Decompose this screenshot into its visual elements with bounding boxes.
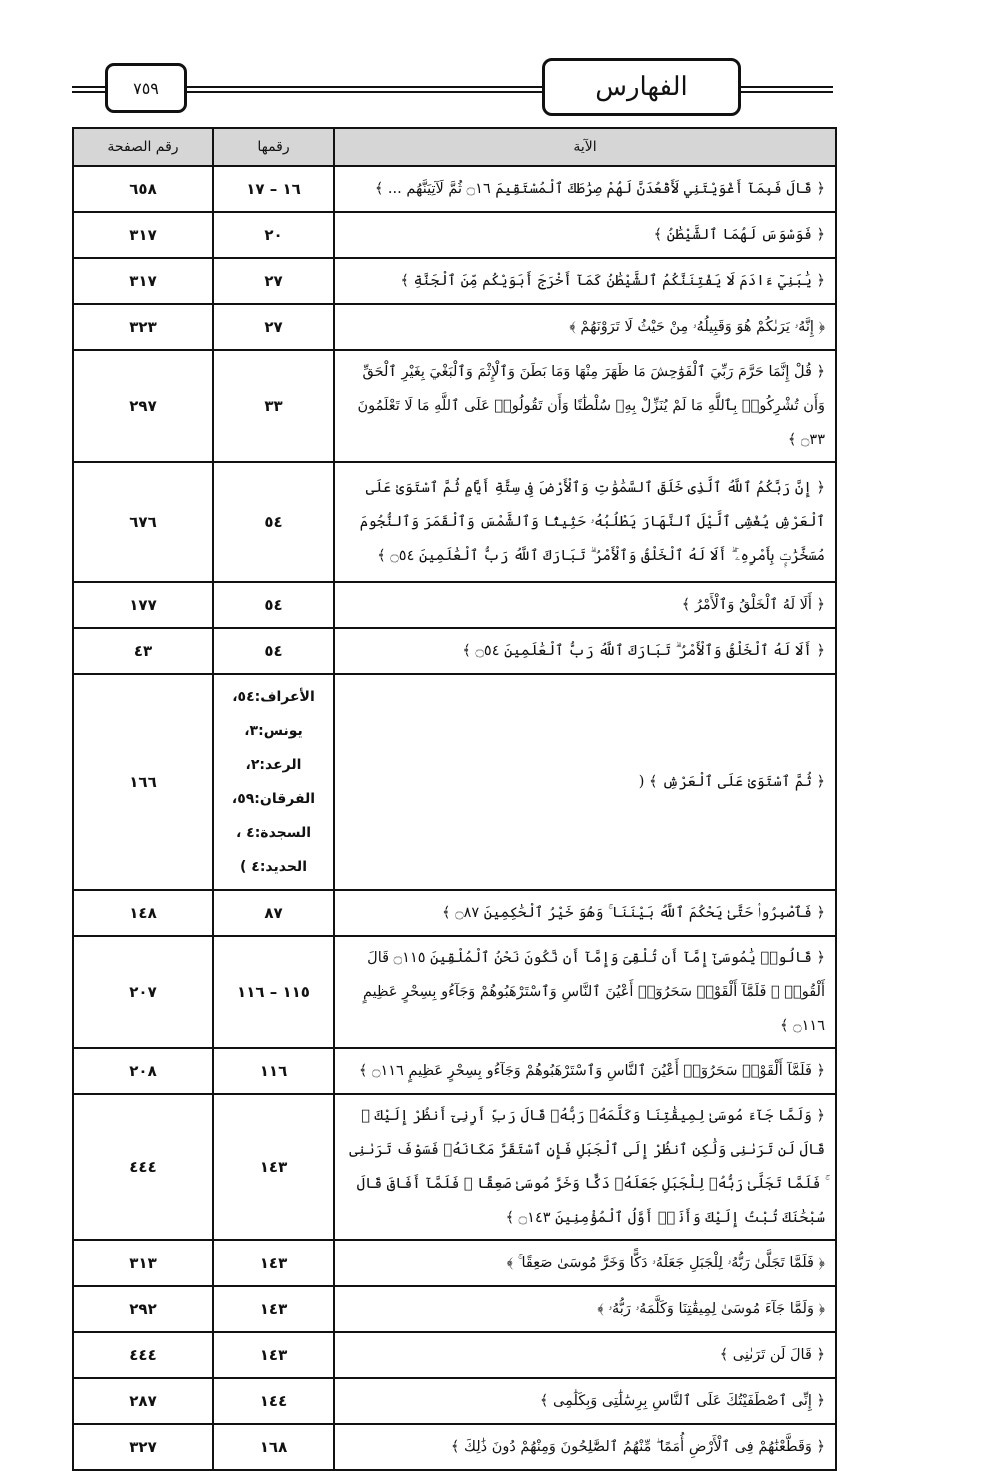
verse-cell: ﴿ أَلَا لَهُ ٱلْخَلْقُ وَٱلْأَمْرُ ﴾ [334, 582, 836, 628]
table-row [73, 628, 836, 674]
table-row [73, 1332, 836, 1378]
table-row [73, 582, 836, 628]
page-number-cell: ٢٨٧ [73, 1378, 213, 1424]
table-header-row [73, 128, 836, 166]
verse-number-cell: ٥٤ [213, 628, 334, 674]
page-number-cell: ٢٩٧ [73, 350, 213, 462]
verse-number-cell: ٥٤ [213, 462, 334, 582]
verse-number-cell: ١٦٨ [213, 1424, 334, 1470]
table-row [73, 462, 836, 582]
verse-number-cell: ١٤٣ [213, 1240, 334, 1286]
page-number-cell: ٣٢٧ [73, 1424, 213, 1470]
verse-number-cell: ٢٠ [213, 212, 334, 258]
verse-number-cell: ١١٦ [213, 1048, 334, 1094]
verse-number-cell: ٣٣ [213, 350, 334, 462]
table-row [73, 304, 836, 350]
page-number-cell: ٦٥٨ [73, 166, 213, 212]
page-number: ٧٥٩ [105, 63, 187, 113]
verse-number-cell: ٥٤ [213, 582, 334, 628]
table-row [73, 166, 836, 212]
table-row [73, 1048, 836, 1094]
column-header-verse: الآية [334, 128, 836, 166]
page-number-cell: ٤٤٤ [73, 1094, 213, 1240]
verse-cell: ﴿ وَلَمَّا جَآءَ مُوسَىٰ لِمِيقَٰتِنَا وَكَلَّمَهُۥ رَبُّهُۥ ﴾ [334, 1286, 836, 1332]
verse-cell: ﴿ فَلَمَّا تَجَلَّىٰ رَبُّهُۥ لِلْجَبَلِ جَعَلَهُۥ دَكًّا وَخَرَّ مُوسَىٰ صَعِقًا ۚ ﴾ [334, 1240, 836, 1286]
verse-cell: ﴿ فَٱصْبِرُوا۟ حَتَّىٰ يَحْكُمَ ٱللَّهُ بَيْنَنَا ۚ وَهُوَ خَيْرُ ٱلْحَٰكِمِينَ ۝٨٧ ﴾ [334, 890, 836, 936]
verse-cell: ﴿ فَلَمَّآ أَلْقَوْا۟ سَحَرُوٓا۟ أَعْيُنَ ٱلنَّاسِ وَٱسْتَرْهَبُوهُمْ وَجَآءُو بِسِحْرٍ عَظِيمٍ ۝١١٦ ﴾ [334, 1048, 836, 1094]
verse-cell: ﴿ قَالَ فَبِمَآ أَغْوَيْتَنِي لَأَقْعُدَنَّ لَهُمْ صِرَٰطَكَ ٱلْمُسْتَقِيمَ ۝١٦ ثُمَّ لَآتِيَنَّهُم ... ﴾ [334, 166, 836, 212]
column-header-number: رقمها [213, 128, 334, 166]
page-number-cell: ٢٠٨ [73, 1048, 213, 1094]
verse-cell: ﴿ قَالُوا۟ يَٰمُوسَىٰٓ إِمَّآ أَن تُلْقِىَ وَإِمَّآ أَن نَّكُونَ نَحْنُ ٱلْمُلْقِينَ ۝١١٥ قَالَ أَلْقُوا۟ ۖ فَلَمَّآ أَلْقَوْا۟ سَحَرُوٓا۟ أَعْيُنَ ٱلنَّاسِ وَٱسْتَرْهَبُوهُمْ وَجَآءُو بِسِحْرٍ عَظِيمٍ ۝١١٦ ﴾ [334, 936, 836, 1048]
page-number-cell: ٣١٣ [73, 1240, 213, 1286]
verse-number-cell: ١٤٣ [213, 1286, 334, 1332]
verse-cell: ﴿ فَوَسْوَسَ لَهُمَا ٱلشَّيْطَٰنُ ﴾ [334, 212, 836, 258]
verse-reference-line: الفرقان:٥٩، [231, 791, 316, 807]
table-row [73, 1378, 836, 1424]
page-number-cell: ٣١٧ [73, 258, 213, 304]
table-body [73, 166, 836, 1470]
verse-number-cell: ٢٧ [213, 304, 334, 350]
table-row [73, 350, 836, 462]
verse-cell: ﴿ أَلَا لَهُ ٱلْخَلْقُ وَٱلْأَمْرُ ۗ تَبَارَكَ ٱللَّهُ رَبُّ ٱلْعَٰلَمِينَ ۝٥٤ ﴾ [334, 628, 836, 674]
page-number-cell: ١٧٧ [73, 582, 213, 628]
verse-reference-line: الرعد:٢، [245, 757, 302, 773]
page-number-cell: ٣٢٣ [73, 304, 213, 350]
page-number-cell: ٢٠٧ [73, 936, 213, 1048]
table-row [73, 936, 836, 1048]
verse-cell: ﴿ إِنَّ رَبَّكُمُ ٱللَّهُ ٱلَّذِى خَلَقَ ٱلسَّمَٰوَٰتِ وَٱلْأَرْضَ فِى سِتَّةِ أَيَّامٍ ثُمَّ ٱسْتَوَىٰ عَلَى ٱلْعَرْشِ يُغْشِى ٱلَّيْلَ ٱلنَّهَارَ يَطْلُبُهُۥ حَثِيثًا وَٱلشَّمْسَ وَٱلْقَمَرَ وَٱلنُّجُومَ مُسَخَّرَٰتٍۭ بِأَمْرِهِۦٓ ۗ أَلَا لَهُ ٱلْخَلْقُ وَٱلْأَمْرُ ۗ تَبَارَكَ ٱللَّهُ رَبُّ ٱلْعَٰلَمِينَ ۝٥٤ ﴾ [334, 462, 836, 582]
verse-reference-line: السجدة:٤ ، [235, 825, 312, 841]
table-row [73, 890, 836, 936]
page-header [0, 0, 992, 130]
page-number-cell: ١٤٨ [73, 890, 213, 936]
verse-number-cell [213, 674, 334, 890]
verse-number-cell: ١٦ – ١٧ [213, 166, 334, 212]
verse-cell: ﴿ وَلَمَّا جَآءَ مُوسَىٰ لِمِيقَٰتِنَا وَكَلَّمَهُۥ رَبُّهُۥ قَالَ رَبِّ أَرِنِىٓ أَنظُرْ إِلَيْكَ ۚ قَالَ لَن تَرَىٰنِى وَلَٰكِنِ ٱنظُرْ إِلَى ٱلْجَبَلِ فَإِنِ ٱسْتَقَرَّ مَكَانَهُۥ فَسَوْفَ تَرَىٰنِى ۚ فَلَمَّا تَجَلَّىٰ رَبُّهُۥ لِلْجَبَلِ جَعَلَهُۥ دَكًّا وَخَرَّ مُوسَىٰ صَعِقًا ۚ فَلَمَّآ أَفَاقَ قَالَ سُبْحَٰنَكَ تُبْتُ إِلَيْكَ وَأَنَا۠ أَوَّلُ ٱلْمُؤْمِنِينَ ۝١٤٣ ﴾ [334, 1094, 836, 1240]
verse-cell: ﴿ قُلْ إِنَّمَا حَرَّمَ رَبِّيَ ٱلْفَوَٰحِشَ مَا ظَهَرَ مِنْهَا وَمَا بَطَنَ وَٱلْإِثْمَ وَٱلْبَغْيَ بِغَيْرِ ٱلْحَقِّ وَأَن تُشْرِكُوا۟ بِٱللَّهِ مَا لَمْ يُنَزِّلْ بِهِۦ سُلْطَٰنًا وَأَن تَقُولُوا۟ عَلَى ٱللَّهِ مَا لَا تَعْلَمُونَ ۝٣٣ ﴾ [334, 350, 836, 462]
page-number-cell: ٤٤٤ [73, 1332, 213, 1378]
table-row [73, 1286, 836, 1332]
table-row [73, 674, 836, 890]
table-row [73, 1424, 836, 1470]
verse-number-cell: ١٤٤ [213, 1378, 334, 1424]
verse-number-cell: ١٤٣ [213, 1332, 334, 1378]
verse-cell: ﴿ قَالَ لَن تَرَىٰنِى ﴾ [334, 1332, 836, 1378]
table-row [73, 258, 836, 304]
verse-index-table [72, 127, 837, 1471]
verse-number-cell: ٨٧ [213, 890, 334, 936]
column-header-page: رقم الصفحة [73, 128, 213, 166]
page-number-cell: ٢٩٢ [73, 1286, 213, 1332]
table-row [73, 212, 836, 258]
verse-reference-line: الحديد:٤ ) [239, 859, 307, 875]
verse-reference-line: يونس:٣، [244, 723, 303, 739]
table-row [73, 1240, 836, 1286]
verse-reference-line: الأعراف:٥٤، [232, 689, 315, 705]
verse-number-cell: ١٤٣ [213, 1094, 334, 1240]
verse-cell: ﴿ يَٰبَنِيٓ ءَادَمَ لَا يَفْتِنَنَّكُمُ ٱلشَّيْطَٰنُ كَمَآ أَخْرَجَ أَبَوَيْكُم مِّنَ ٱلْجَنَّةِ ﴾ [334, 258, 836, 304]
verse-cell: ﴿ ثُمَّ ٱسْتَوَىٰ عَلَى ٱلْعَرْشِ ﴾ ( [334, 674, 836, 890]
verse-cell: ﴿ إِنِّى ٱصْطَفَيْتُكَ عَلَى ٱلنَّاسِ بِرِسَٰلَٰتِى وَبِكَلَٰمِى ﴾ [334, 1378, 836, 1424]
page-title: الفهارس [542, 58, 741, 116]
page-number-cell: ٦٧٦ [73, 462, 213, 582]
verse-number-cell: ٢٧ [213, 258, 334, 304]
page-number-cell: ٣١٧ [73, 212, 213, 258]
verse-cell: ﴿ وَقَطَّعْنَٰهُمْ فِى ٱلْأَرْضِ أُمَمًا ۖ مِّنْهُمُ ٱلصَّٰلِحُونَ وَمِنْهُمْ دُونَ ذَٰلِكَ ﴾ [334, 1424, 836, 1470]
verse-cell: ﴿ إِنَّهُۥ يَرَىٰكُمْ هُوَ وَقَبِيلُهُۥ مِنْ حَيْثُ لَا تَرَوْنَهُمْ ﴾ [334, 304, 836, 350]
table-row [73, 1094, 836, 1240]
verse-number-cell: ١١٥ – ١١٦ [213, 936, 334, 1048]
page-number-cell: ١٦٦ [73, 674, 213, 890]
page-number-cell: ٤٣ [73, 628, 213, 674]
